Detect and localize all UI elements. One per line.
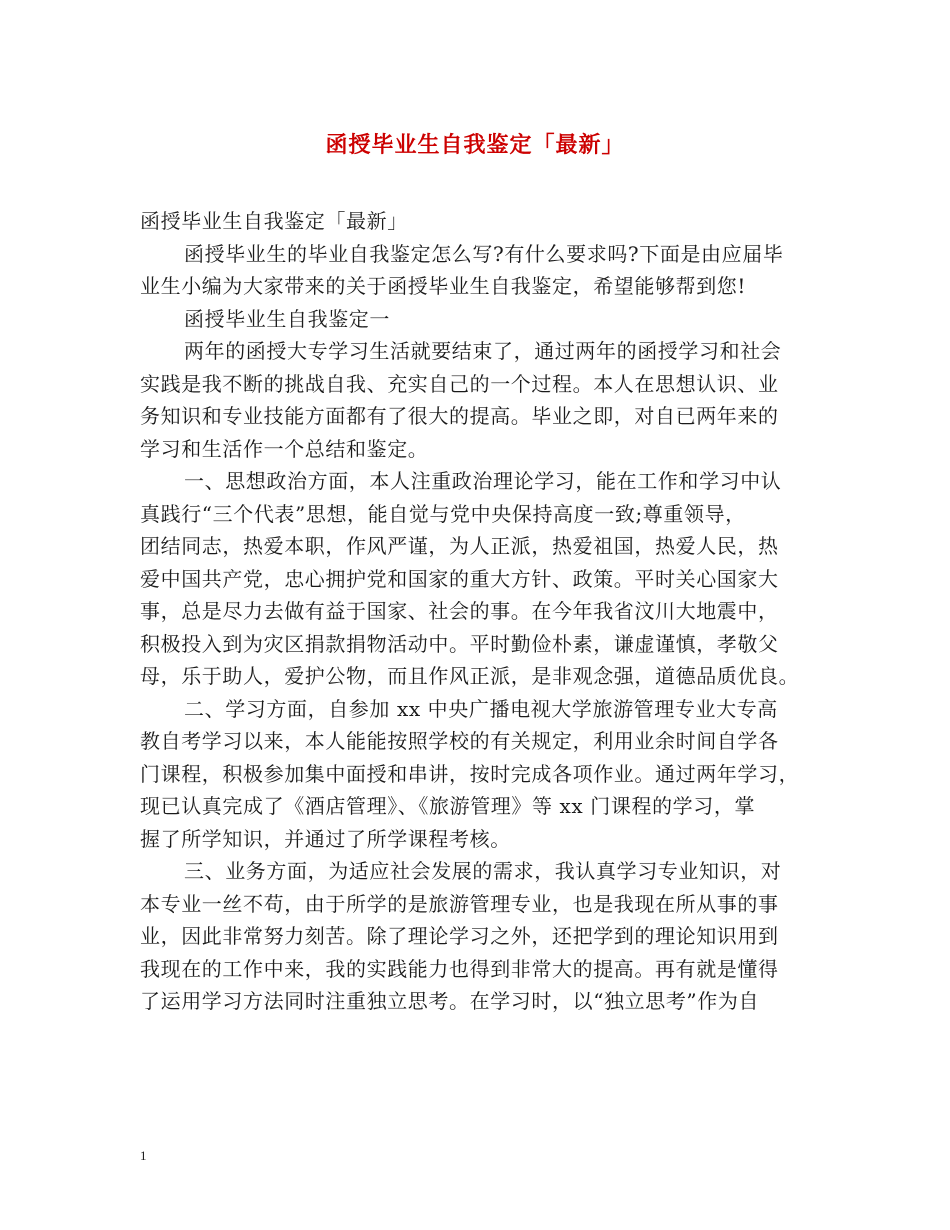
page-number: 1 (140, 1148, 147, 1163)
body-line: 二、学习方面，自参加 xx 中央广播电视大学旅游管理专业大专高 (184, 696, 778, 721)
body-line: 事，总是尽力去做有益于国家、社会的事。在今年我省汶川大地震中， (140, 599, 779, 623)
body-line-section-heading: 函授毕业生自我鉴定一 (184, 306, 390, 331)
body-line: 本专业一丝不苟，由于所学的是旅游管理专业，也是我现在所从事的事 (140, 891, 779, 916)
document-body (140, 205, 830, 1018)
body-line: 握了所学知识，并通过了所学课程考核。 (140, 826, 511, 851)
body-line-subtitle: 函授毕业生自我鉴定「最新」 (140, 209, 408, 233)
body-line: 积极投入到为灾区捐款捐物活动中。平时勤俭朴素，谦虚谨慎，孝敬父 (140, 631, 779, 656)
body-line: 函授毕业生的毕业自我鉴定怎么写?有什么要求吗?下面是由应届毕 (184, 241, 784, 266)
body-line: 实践是我不断的挑战自我、充实自己的一个过程。本人在思想认识、业 (140, 371, 779, 396)
body-line: 真践行“三个代表”思想，能自觉与党中央保持高度一致;尊重领导， (140, 501, 746, 526)
body-line: 学习和生活作一个总结和鉴定。 (140, 436, 429, 461)
body-line: 现已认真完成了《酒店管理》、《旅游管理》等 xx 门课程的学习，掌 (140, 794, 756, 818)
body-line: 了运用学习方法同时注重独立思考。在学习时，以“独立思考”作为自 (140, 989, 760, 1013)
body-line: 务知识和专业技能方面都有了很大的提高。毕业之即，对自已两年来的 (140, 404, 779, 428)
body-line: 一、思想政治方面，本人注重政治理论学习，能在工作和学习中认 (184, 469, 782, 493)
body-line: 三、业务方面，为适应社会发展的需求，我认真学习专业知识，对 (184, 859, 782, 883)
body-line: 业，因此非常努力刻苦。除了理论学习之外，还把学到的理论知识用到 (140, 924, 779, 948)
document-title: 函授毕业生自我鉴定「最新」 (325, 133, 625, 158)
body-line: 爱中国共产党，忠心拥护党和国家的重大方针、政策。平时关心国家大 (140, 566, 779, 591)
body-line: 两年的函授大专学习生活就要结束了，通过两年的函授学习和社会 (184, 339, 782, 363)
body-line: 母，乐于助人，爱护公物，而且作风正派，是非观念强，道德品质优良。 (140, 664, 800, 688)
body-line: 业生小编为大家带来的关于函授毕业生自我鉴定，希望能够帮到您! (140, 274, 747, 298)
body-line: 我现在的工作中来，我的实践能力也得到非常大的提高。再有就是懂得 (140, 956, 779, 981)
body-line: 教自考学习以来，本人能能按照学校的有关规定，利用业余时间自学各 (140, 729, 779, 753)
body-line: 团结同志，热爱本职，作风严谨，为人正派，热爱祖国，热爱人民，热 (140, 534, 779, 558)
body-line: 门课程，积极参加集中面授和串讲，按时完成各项作业。通过两年学习， (140, 761, 800, 786)
